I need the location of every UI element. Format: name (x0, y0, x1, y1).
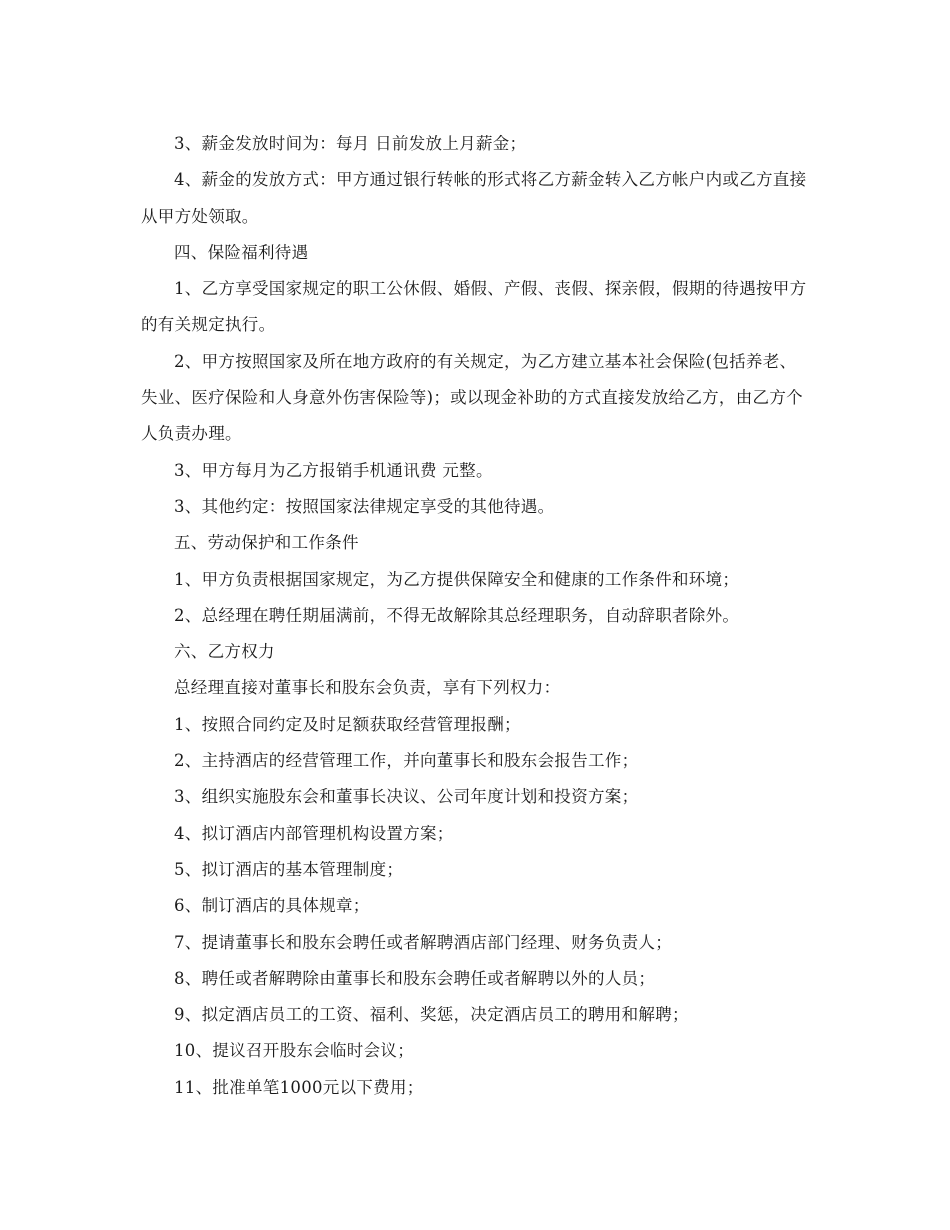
list-item-right-3: 3、组织实施股东会和董事长决议、公司年度计划和投资方案； (174, 787, 639, 807)
section-heading-labor-protection: 五、劳动保护和工作条件 (174, 533, 359, 553)
paragraph-salary-method: 4、薪金的发放方式：甲方通过银行转帐的形式将乙方薪金转入乙方帐户内或乙方直接从甲方处领取。 (141, 170, 807, 226)
list-item-right-7: 7、提请董事长和股东会聘任或者解聘酒店部门经理、财务负责人； (174, 932, 672, 952)
list-item-right-1: 1、按照合同约定及时足额获取经营管理报酬； (174, 714, 521, 734)
paragraph-term-protection: 2、总经理在聘任期届满前，不得无故解除其总经理职务，自动辞职者除外。 (174, 605, 740, 625)
section-heading-rights: 六、乙方权力 (174, 642, 275, 662)
paragraph-social-insurance: 2、甲方按照国家及所在地方政府的有关规定，为乙方建立基本社会保险(包括养老、失业、医疗保险和人身意外伤害保险等)；或以现金补助的方式直接发放给乙方，由乙方个人负责办理。 (141, 351, 803, 444)
list-item-right-5: 5、拟订酒店的基本管理制度； (174, 859, 404, 879)
list-item-right-4: 4、拟订酒店内部管理机构设置方案； (174, 823, 454, 843)
paragraph-phone-allowance: 3、甲方每月为乙方报销手机通讯费 元整。 (174, 460, 493, 480)
list-item-right-10: 10、提议召开股东会临时会议； (174, 1041, 414, 1061)
list-item-right-8: 8、聘任或者解聘除由董事长和股东会聘任或者解聘以外的人员； (174, 968, 656, 988)
paragraph-other-terms: 3、其他约定：按照国家法律规定享受的其他待遇。 (174, 496, 555, 516)
list-item-right-2: 2、主持酒店的经营管理工作，并向董事长和股东会报告工作； (174, 751, 639, 771)
list-item-right-11: 11、批准单笔1000元以下费用； (174, 1077, 424, 1097)
document-body (141, 126, 811, 1106)
paragraph-salary-date: 3、薪金发放时间为：每月 日前发放上月薪金； (174, 134, 527, 153)
paragraph-working-conditions: 1、甲方负责根据国家规定，为乙方提供保障安全和健康的工作条件和环境； (174, 569, 740, 589)
paragraph-rights-intro: 总经理直接对董事长和股东会负责，享有下列权力： (174, 678, 561, 698)
paragraph-holidays: 1、乙方享受国家规定的职工公休假、婚假、产假、丧假、探亲假，假期的待遇按甲方的有关规定执行。 (141, 279, 807, 335)
list-item-right-9: 9、拟定酒店员工的工资、福利、奖惩，决定酒店员工的聘用和解聘； (174, 1005, 689, 1025)
list-item-right-6: 6、制订酒店的具体规章； (174, 896, 370, 916)
section-heading-insurance: 四、保险福利待遇 (174, 242, 309, 262)
